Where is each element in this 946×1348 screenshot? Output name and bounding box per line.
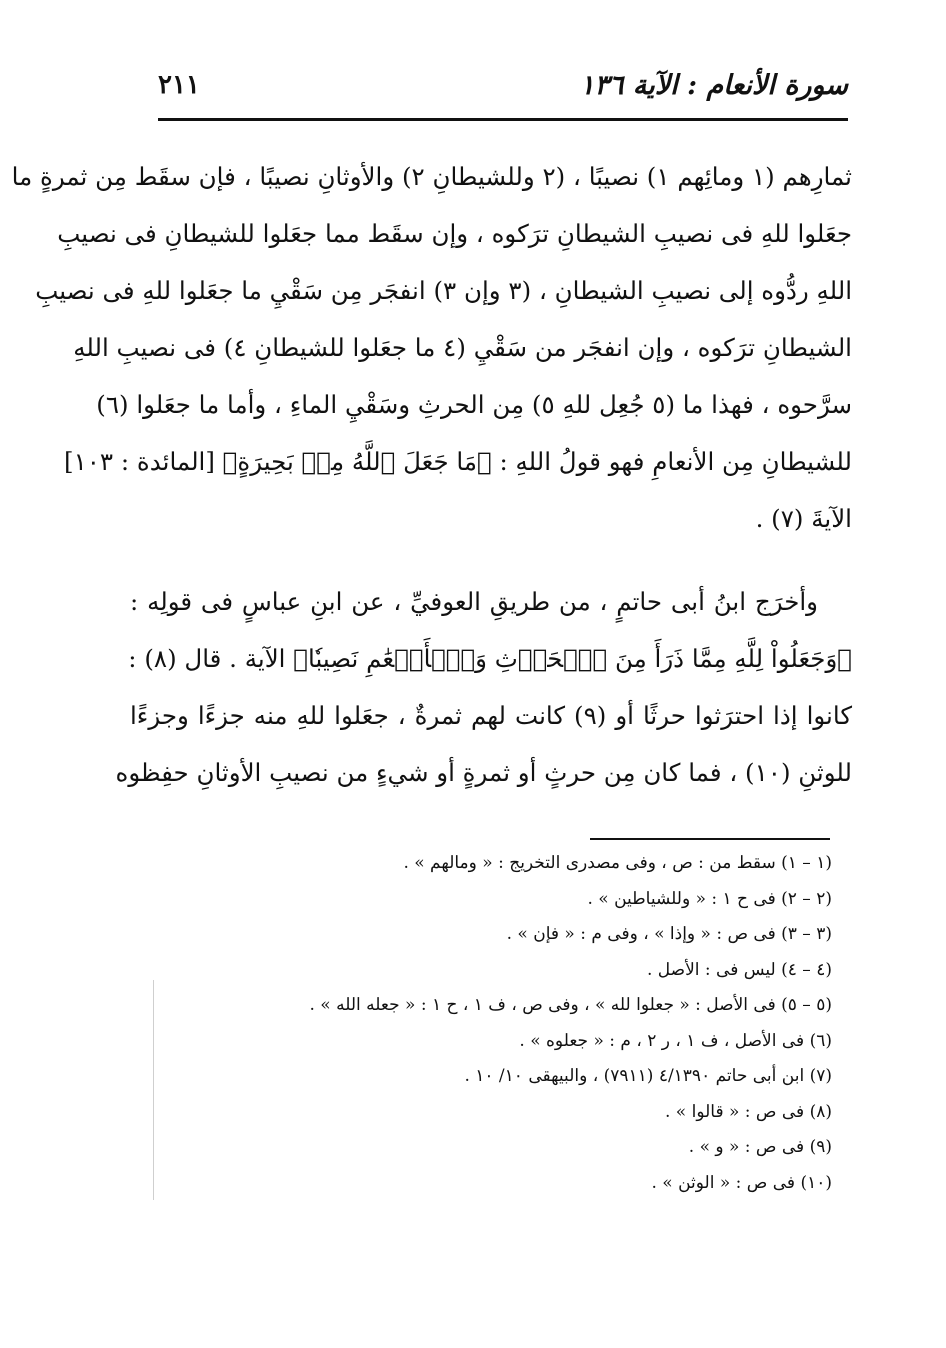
footnote: (٦) فى الأصل ، ف ١ ، ر ٢ ، م : « جعلوه » . <box>519 1030 832 1051</box>
footnote: (٨) فى ص : « قالوا » . <box>664 1101 832 1122</box>
text-line: الآيةَ (٧) . <box>755 504 852 533</box>
text-line: سرَّحوه ، فهذا ما (٥ جُعِل للهِ ٥) مِن الحرثِ وسَقْيِ الماءِ ، وأما ما جعَلوا (٦) <box>96 390 852 419</box>
footnote: (١ – ١) سقط من : ص ، وفى مصدرى التخريج : « ومالهم » . <box>403 853 832 873</box>
text-line: الشيطانِ ترَكوه ، وإن انفجَر من سَقْيِ (٤ ما جعَلوا للشيطانِ ٤) فى نصيبِ اللهِ <box>73 333 852 362</box>
footnotes <box>200 846 832 1201</box>
footnote-rule <box>590 838 830 840</box>
running-header <box>158 62 848 114</box>
footnote: (٣ – ٣) فى ص : « وإذا » ، وفى م : « فإن » . <box>506 924 832 944</box>
footnote: (٤ – ٤) ليس فى : الأصل . <box>646 959 832 980</box>
text-line: اللهِ ردُّوه إلى نصيبِ الشيطانِ ، (٣ وإن ٣) انفجَر مِن سَقْيِ ما جعَلوا للهِ فى نصيبِ <box>35 276 852 305</box>
text-line: جعَلوا للهِ فى نصيبِ الشيطانِ ترَكوه ، وإن سقَط مما جعَلوا للشيطانِ فى نصيبِ <box>57 219 852 248</box>
footnote: (١٠) فى ص : « الوثن » . <box>651 1172 832 1193</box>
paragraph-gap <box>130 547 852 573</box>
text-line: وأخرَج ابنُ أبى حاتمٍ ، من طريقِ العوفيِّ ، عن ابنِ عباسٍ فى قولِه : <box>130 587 818 616</box>
text-line: ثمارِهم (١ ومائِهم ١) نصيبًا ، (٢ وللشيطانِ ٢) والأوثانِ نصيبًا ، فإن سقَط مِن ثمرةٍ ما <box>11 162 852 191</box>
footnote: (٥ – ٥) فى الأصل : « جعلوا لله » ، وفى ص ، ف ١ ، ح ١ : « جعله الله » . <box>309 995 832 1015</box>
scan-artifact-line <box>153 980 154 1200</box>
text-line: كانوا إذا احترَثوا حرثًا أو (٩) كانت لهم ثمرةٌ ، جعَلوا للهِ منه جزءًا وجزءًا <box>130 701 852 730</box>
main-text <box>11 148 852 801</box>
surah-title: سورة الأنعام : الآية ١٣٦ <box>579 70 848 101</box>
footnote: (٢ – ٢) فى ح ١ : « وللشياطين » . <box>587 888 832 909</box>
footnote: (٧) ابن أبى حاتم ٤/١٣٩٠ (٧٩١١) ، والبيهقى ١٠/ ١٠ . <box>464 1066 832 1086</box>
page-number: ٢١١ <box>158 70 200 100</box>
header-rule <box>158 118 848 121</box>
text-line: للوثنِ (١٠) ، فما كان مِن حرثٍ أو ثمرةٍ أو شيءٍ من نصيبِ الأوثانِ حفِظوه <box>115 758 852 787</box>
quran-verse-line: ﴿وَجَعَلُواْ لِلَّهِ مِمَّا ذَرَأَ مِنَ ٱلۡحَرۡثِ وَٱلۡأَنۡعَٰمِ نَصِيبٗا﴾ الآية . قال (٨) : <box>128 644 852 673</box>
footnote: (٩) فى ص : « و » . <box>688 1137 832 1157</box>
text-line: للشيطانِ مِن الأنعامِ فهو قولُ اللهِ : ﴿مَا جَعَلَ ٱللَّهُ مِنۢ بَحِيرَةٍ﴾ [المائدة : ١٠٣] <box>64 447 852 476</box>
